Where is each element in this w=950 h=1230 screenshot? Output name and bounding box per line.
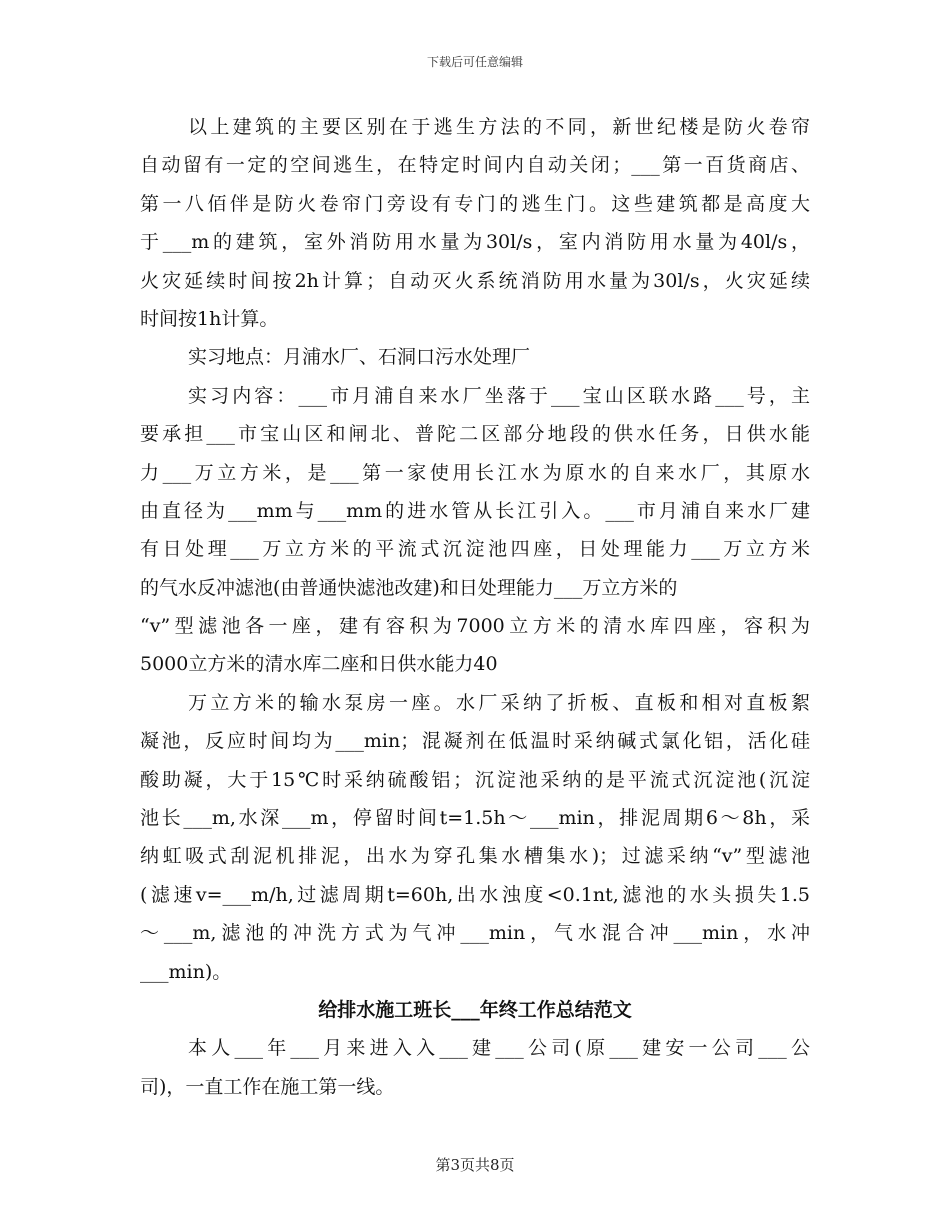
text-line: 5000立方米的清水库二座和日供水能力40 (140, 653, 498, 676)
text-line: 实习地点：月浦水厂、石洞口污水处理厂 (188, 346, 531, 369)
document-body (140, 108, 810, 1106)
text-line: 纳虹吸式刮泥机排泥，出水为穿孔集水槽集水)；过滤采纳“v”型滤池 (140, 845, 810, 868)
text-line: 以上建筑的主要区别在于逃生方法的不同，新世纪楼是防火卷帘 (188, 116, 810, 138)
paragraph-internship-location (140, 338, 810, 376)
paragraph-internship-content (140, 377, 810, 684)
text-line: “v”型滤池各一座，建有容积为7000立方米的清水库四座，容积为 (140, 615, 810, 638)
text-line: 万立方米的输水泵房一座。水厂采纳了折板、直板和相对直板絮 (188, 691, 810, 714)
text-line: 的气水反冲滤池(由普通快滤池改建)和日处理能力___万立方米的 (140, 576, 678, 599)
text-line: 第一八佰伴是防火卷帘门旁设有专门的逃生门。这些建筑都是高度大 (140, 192, 810, 215)
text-line: 要承担___市宝山区和闸北、普陀二区部分地段的供水任务，日供水能 (140, 423, 810, 446)
text-line: 本人___年___月来进入入___建___公司(原___建安一公司___公 (188, 1037, 810, 1060)
text-line: 于___m的建筑，室外消防用水量为30l/s，室内消防用水量为40l/s， (140, 231, 810, 254)
header-note: 下载后可任意编辑 (426, 55, 523, 69)
text-line: ～___m,滤池的冲洗方式为气冲___min，气水混合冲___min，水冲 (140, 922, 810, 945)
paragraph-closing (140, 1029, 810, 1106)
paragraph-water-plant-process (140, 684, 810, 991)
text-line: 凝池，反应时间均为___min；混凝剂在低温时采纳碱式氯化铝，活化硅 (140, 730, 810, 753)
text-line: (滤速v=___m/h,过滤周期t=60h,出水浊度<0.1nt,滤池的水头损失1.5 (140, 883, 810, 906)
text-line: 力___万立方米，是___第一家使用长江水为原水的自来水厂，其原水 (140, 461, 810, 484)
text-line: ___min)。 (140, 960, 232, 983)
paragraph-building-comparison (140, 108, 810, 338)
text-line: 酸助凝，大于15℃时采纳硫酸铝；沉淀池采纳的是平流式沉淀池(沉淀 (140, 768, 810, 791)
text-line: 实习内容：___市月浦自来水厂坐落于___宝山区联水路___号，主 (188, 384, 810, 407)
text-line: 自动留有一定的空间逃生，在特定时间内自动关闭；___第一百货商店、 (140, 154, 810, 177)
text-line: 池长___m,水深___m，停留时间t=1.5h～___min，排泥周期6～8h，采 (140, 807, 810, 830)
page-number: 第3页共8页 (435, 1156, 515, 1174)
text-line: 有日处理___万立方米的平流式沉淀池四座，日处理能力___万立方米 (140, 538, 810, 561)
text-line: 时间按1h计算。 (140, 307, 279, 330)
text-line: 由直径为___mm与___mm的进水管从长江引入。___市月浦自来水厂建 (140, 499, 810, 522)
section-heading: 给排水施工班长___年终工作总结范文 (318, 998, 632, 1021)
text-line: 司)，一直工作在施工第一线。 (140, 1075, 395, 1098)
text-line: 火灾延续时间按2h计算；自动灭火系统消防用水量为30l/s，火灾延续 (140, 269, 810, 292)
